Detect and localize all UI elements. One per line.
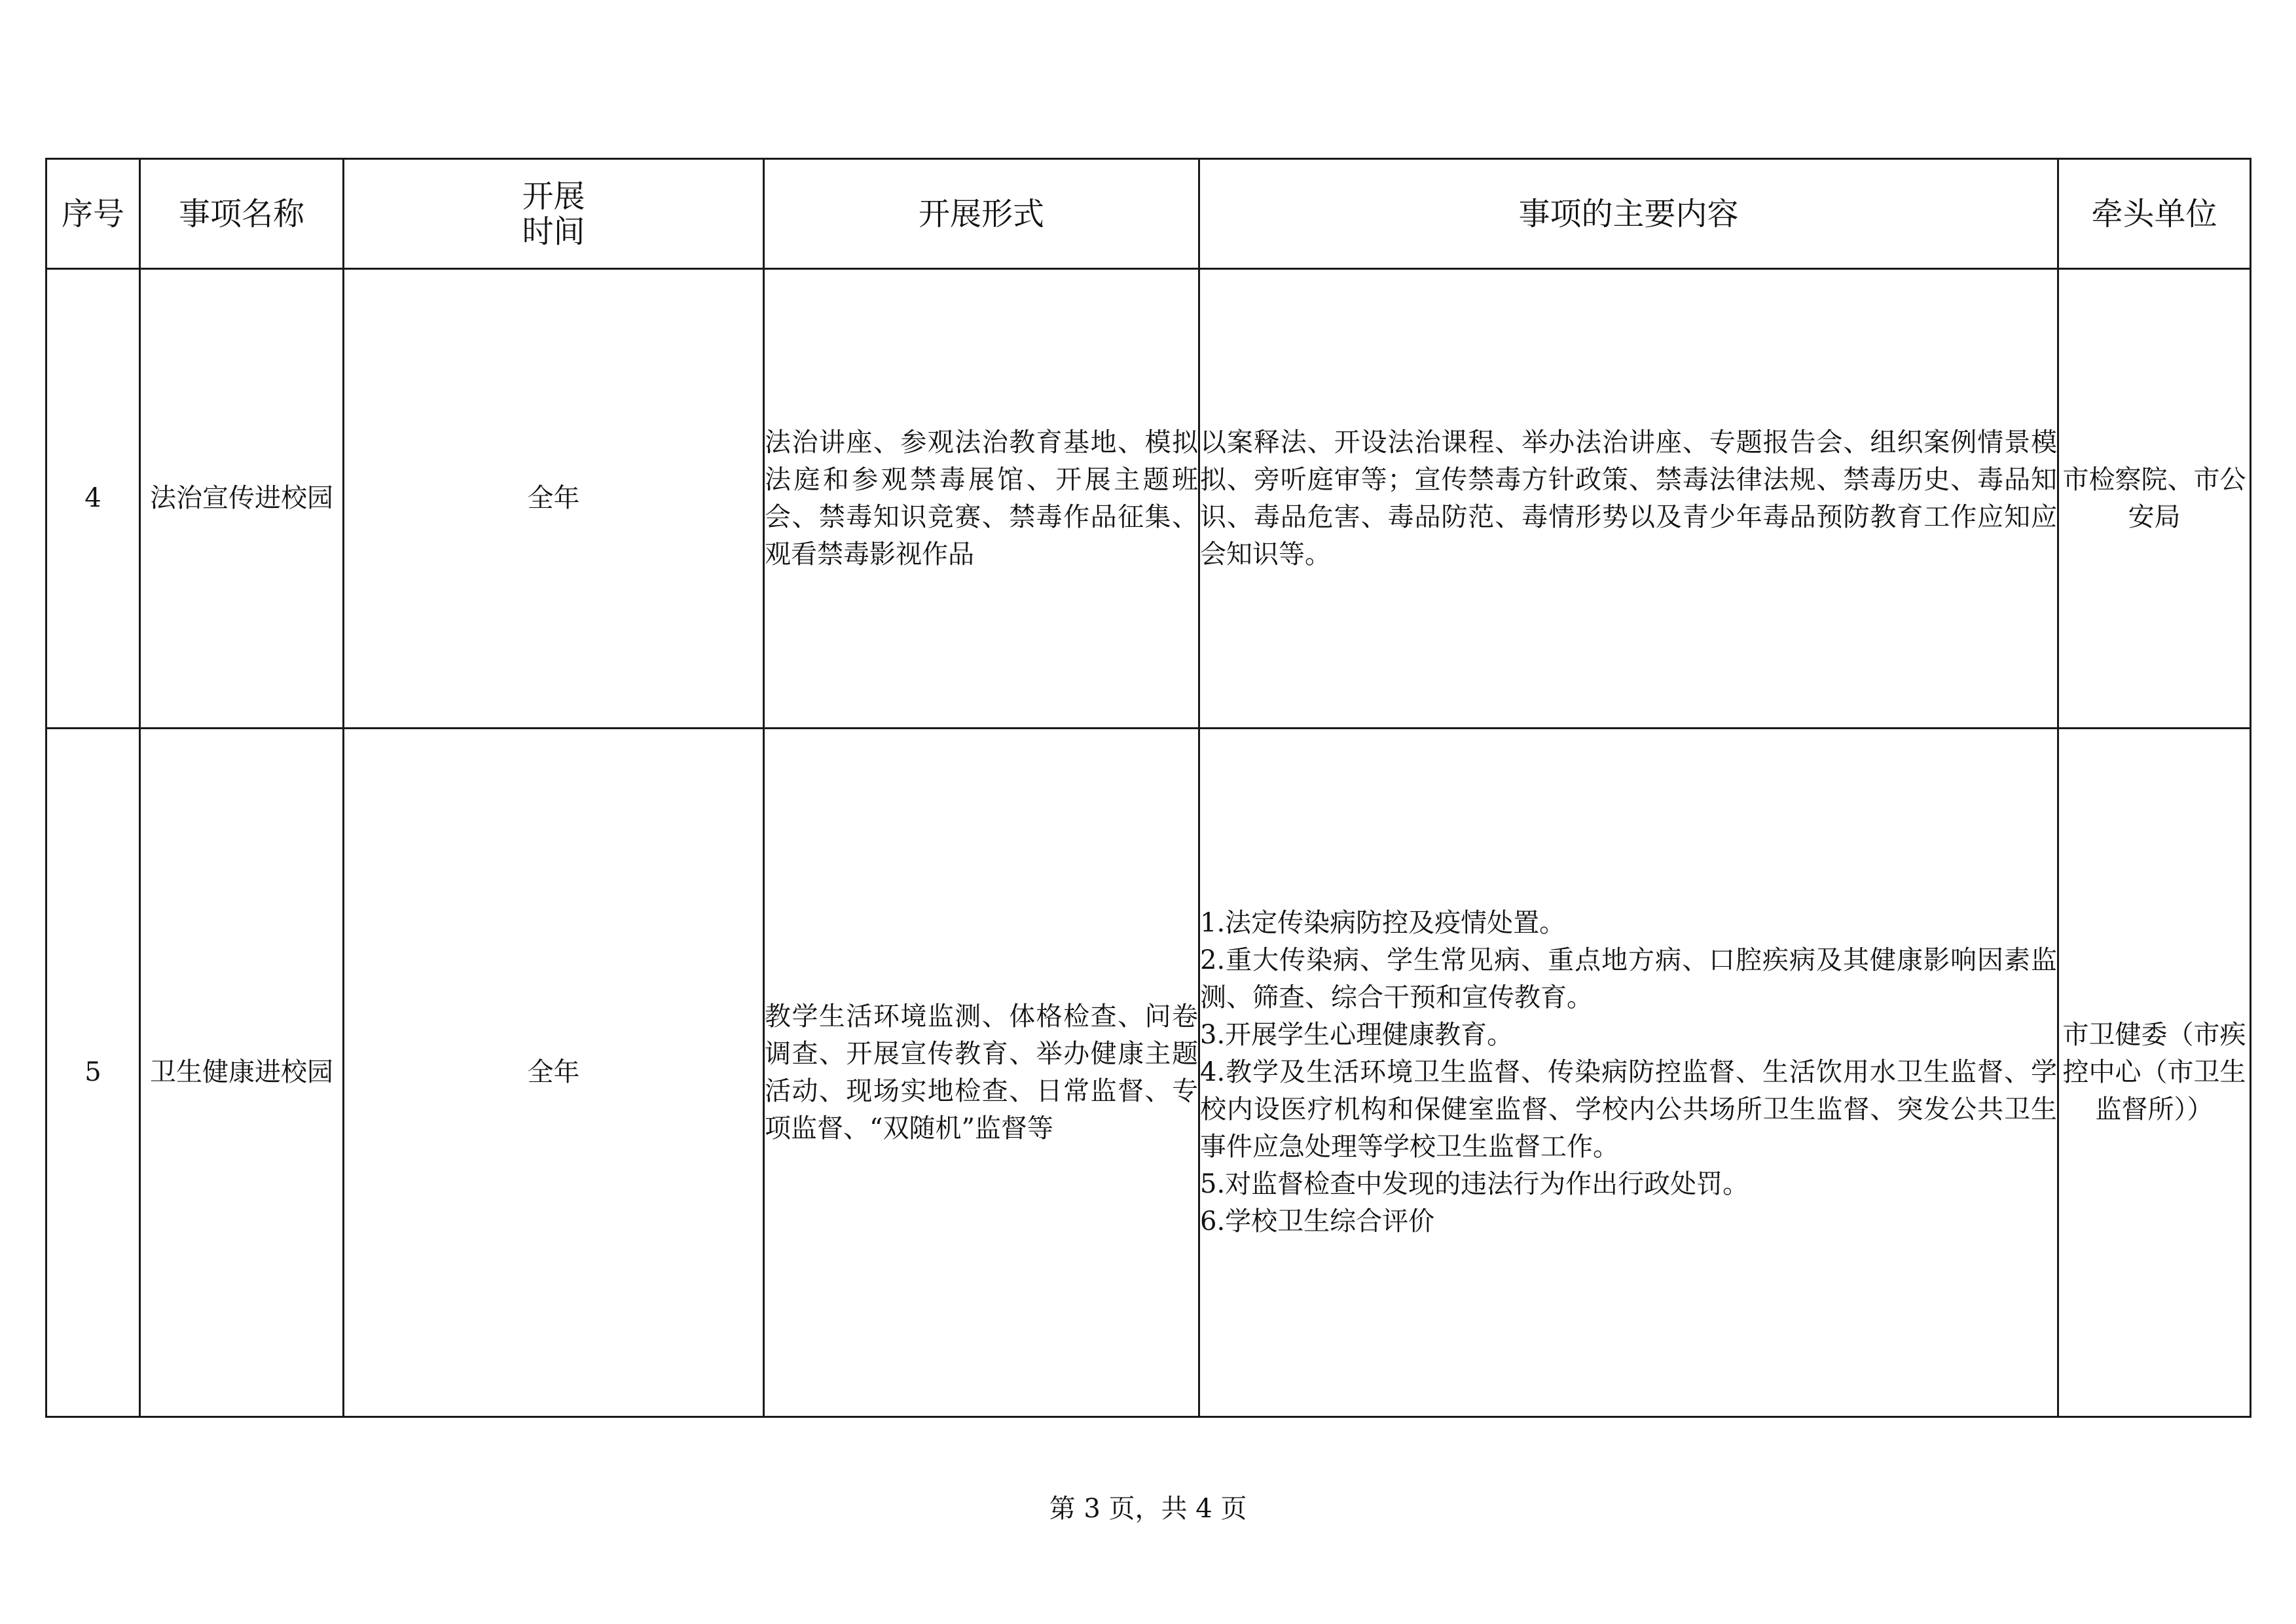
- row-name: 法治宣传进校园: [140, 269, 344, 729]
- header-time-line2: 时间: [522, 213, 585, 250]
- row-seq: 4: [46, 269, 140, 729]
- header-content: 事项的主要内容: [1199, 159, 2058, 269]
- row-form: 教学生活环境监测、体格检查、问卷调查、开展宣传教育、举办健康主题活动、现场实地检查、日常监督、专项监督、“双随机”监督等: [764, 729, 1199, 1417]
- items-table: [45, 158, 2251, 1418]
- row-content: [1199, 729, 2058, 1417]
- row-content: [1199, 269, 2058, 729]
- row-time: 全年: [344, 269, 764, 729]
- row-lead: 市检察院、市公安局: [2058, 269, 2251, 729]
- row-time: 全年: [344, 729, 764, 1417]
- row-lead: 市卫健委（市疾控中心（市卫生监督所））: [2058, 729, 2251, 1417]
- content-line: 3.开展学生心理健康教育。: [1200, 1020, 1514, 1050]
- content-line: 2.重大传染病、学生常见病、重点地方病、口腔疾病及其健康影响因素监测、筛查、综合干预和宣传教育。: [1200, 945, 2057, 1013]
- content-line: 6.学校卫生综合评价: [1200, 1206, 1435, 1236]
- header-time: [344, 159, 764, 269]
- row-seq: 5: [46, 729, 140, 1417]
- header-form: 开展形式: [764, 159, 1199, 269]
- header-time-line1: 开展: [522, 177, 585, 215]
- header-seq: 序号: [46, 159, 140, 269]
- header-lead: 牵头单位: [2058, 159, 2251, 269]
- page-number: 第 3 页，共 4 页: [1049, 1494, 1247, 1524]
- content-line: 4.教学及生活环境卫生监督、传染病防控监督、生活饮用水卫生监督、学校内设医疗机构和保健室监督、学校内公共场所卫生监督、突发公共卫生事件应急处理等学校卫生监督工作。: [1200, 1057, 2057, 1162]
- content-line: 1.法定传染病防控及疫情处置。: [1200, 908, 1566, 938]
- table-row: [46, 269, 2251, 729]
- table-header-row: [46, 159, 2251, 269]
- content-line: 5.对监督检查中发现的违法行为作出行政处罚。: [1200, 1169, 1749, 1199]
- row-name: 卫生健康进校园: [140, 729, 344, 1417]
- table-row: [46, 729, 2251, 1417]
- row-form: 法治讲座、参观法治教育基地、模拟法庭和参观禁毒展馆、开展主题班会、禁毒知识竞赛、禁毒作品征集、观看禁毒影视作品: [764, 269, 1199, 729]
- content-line: 以案释法、开设法治课程、举办法治讲座、专题报告会、组织案例情景模拟、旁听庭审等；宣传禁毒方针政策、禁毒法律法规、禁毒历史、毒品知识、毒品危害、毒品防范、毒情形势以及青少年毒品预防教育工作应知应会知识等。: [1200, 427, 2057, 569]
- header-name: 事项名称: [140, 159, 344, 269]
